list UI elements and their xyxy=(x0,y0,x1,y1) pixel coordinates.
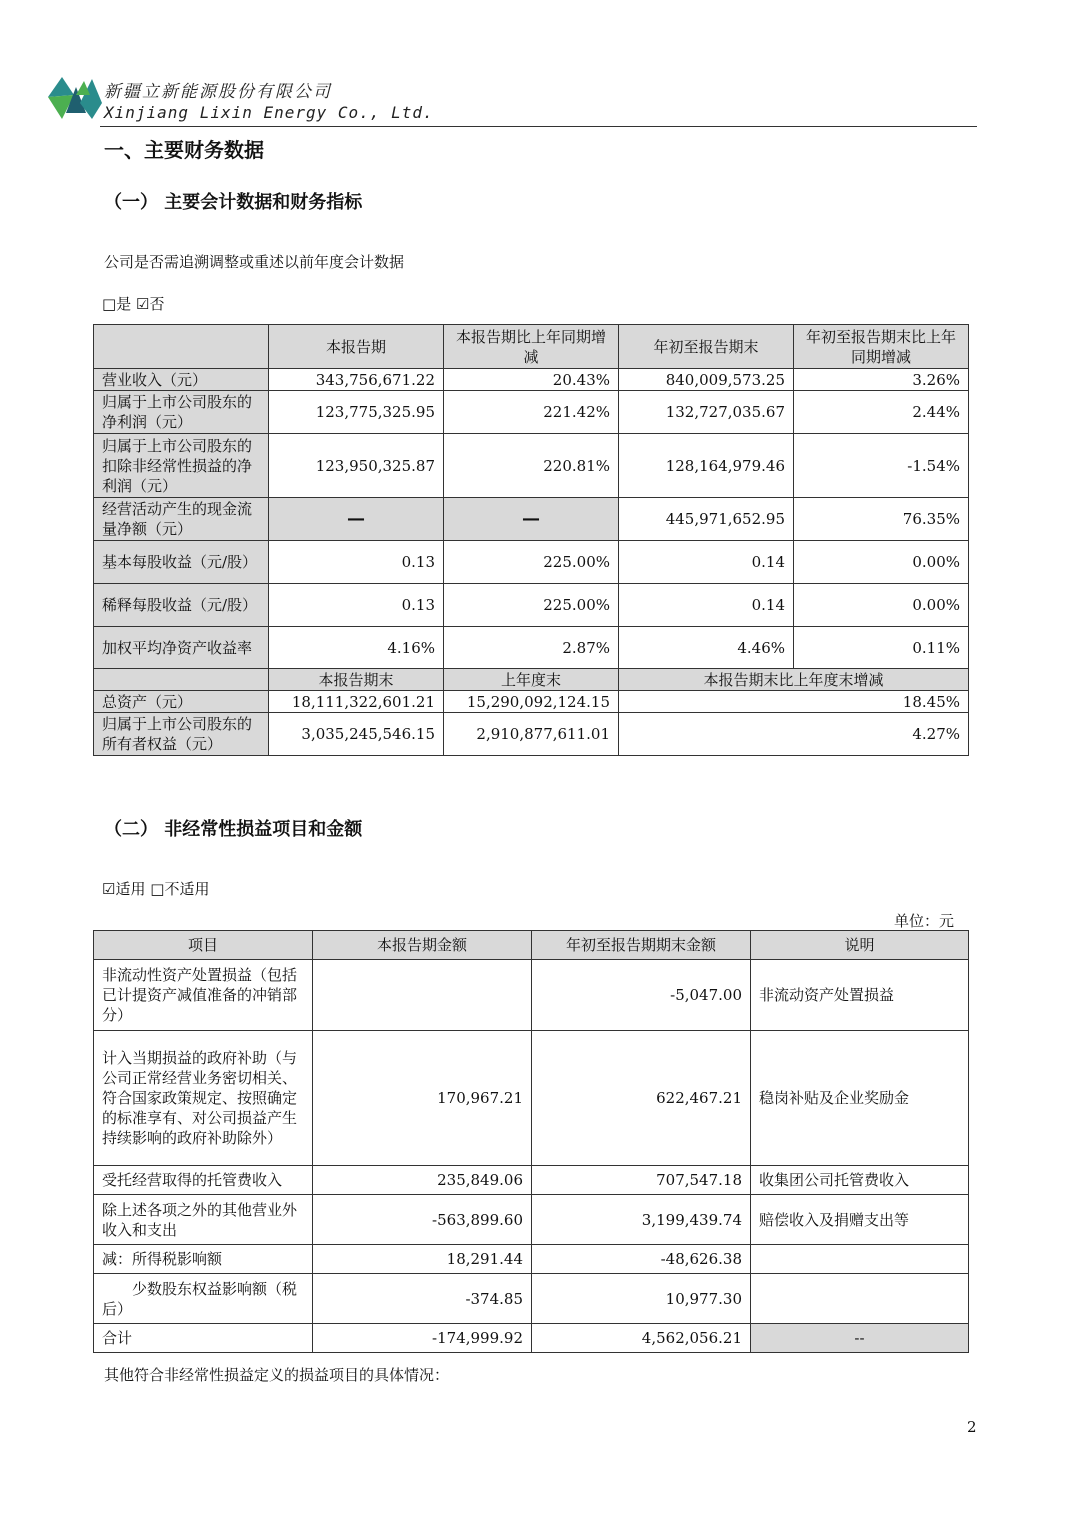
column-header: 本报告期比上年同期增减 xyxy=(444,325,619,369)
sub2-title: （二） 非经常性损益项目和金额 xyxy=(104,819,363,840)
option-not-apply: 不适用 xyxy=(164,880,210,898)
table-row xyxy=(94,627,969,669)
item-label: 少数股东权益影响额（税后） xyxy=(94,1274,313,1324)
apply-options xyxy=(102,878,209,899)
cell-value: 4.46% xyxy=(619,627,794,669)
table-row xyxy=(94,713,969,756)
cell-value: 18,111,322,601.21 xyxy=(269,691,444,713)
restate-question: 公司是否需追溯调整或重述以前年度会计数据 xyxy=(104,253,405,271)
cell-value: -5,047.00 xyxy=(532,960,751,1031)
table-row xyxy=(94,391,969,434)
cell-value: 170,967.21 xyxy=(313,1031,532,1166)
table-row xyxy=(94,960,969,1031)
cell-value: 76.35% xyxy=(794,498,969,541)
column-header: 年初至报告期末 xyxy=(619,325,794,369)
table-row xyxy=(94,1031,969,1166)
cell-value: 2,910,877,611.01 xyxy=(444,713,619,756)
unchecked-box-icon: □ xyxy=(150,880,165,898)
table-total-row xyxy=(94,1324,969,1353)
column-header: 上年度末 xyxy=(444,669,619,691)
item-note xyxy=(751,1245,969,1274)
cell-value: 622,467.21 xyxy=(532,1031,751,1166)
table-header-row xyxy=(94,325,969,369)
item-note xyxy=(751,1274,969,1324)
company-logo xyxy=(46,73,102,123)
row-label: 归属于上市公司股东的扣除非经常性损益的净利润（元） xyxy=(94,434,269,498)
cell-value: — xyxy=(269,498,444,541)
cell-value: 0.14 xyxy=(619,541,794,584)
table-row xyxy=(94,691,969,713)
total-label: 合计 xyxy=(94,1324,313,1353)
cell-value: 4.27% xyxy=(619,713,969,756)
table-row xyxy=(94,1166,969,1195)
header-empty-cell xyxy=(94,669,269,691)
cell-value: 235,849.06 xyxy=(313,1166,532,1195)
cell-value: -374.85 xyxy=(313,1274,532,1324)
item-label: 非流动性资产处置损益（包括已计提资产减值准备的冲销部分） xyxy=(94,960,313,1031)
cell-value: 132,727,035.67 xyxy=(619,391,794,434)
cell-value: 225.00% xyxy=(444,584,619,627)
non-recurring-items-table xyxy=(93,930,969,1353)
restate-options xyxy=(102,293,164,314)
checked-box-icon: ☑ xyxy=(135,295,150,313)
cell-value: 0.13 xyxy=(269,541,444,584)
cell-value: 3.26% xyxy=(794,369,969,391)
cell-value: 4.16% xyxy=(269,627,444,669)
cell-value: 707,547.18 xyxy=(532,1166,751,1195)
item-label: 减：所得税影响额 xyxy=(94,1245,313,1274)
cell-value: 221.42% xyxy=(444,391,619,434)
cell-value: 18.45% xyxy=(619,691,969,713)
item-label: 计入当期损益的政府补助（与公司正常经营业务密切相关、符合国家政策规定、按照确定的标准享有、对公司损益产生持续影响的政府补助除外） xyxy=(94,1031,313,1166)
cell-value: 2.44% xyxy=(794,391,969,434)
cell-value: 3,035,245,546.15 xyxy=(269,713,444,756)
cell-value: 0.00% xyxy=(794,541,969,584)
column-header: 年初至报告期末比上年同期增减 xyxy=(794,325,969,369)
unchecked-box-icon: □ xyxy=(102,295,117,313)
table-row xyxy=(94,541,969,584)
item-note: 赔偿收入及捐赠支出等 xyxy=(751,1195,969,1245)
table-row xyxy=(94,1245,969,1274)
row-label: 总资产（元） xyxy=(94,691,269,713)
cell-value: — xyxy=(444,498,619,541)
table-row xyxy=(94,1274,969,1324)
table-row xyxy=(94,1195,969,1245)
cell-value xyxy=(313,960,532,1031)
row-label: 归属于上市公司股东的净利润（元） xyxy=(94,391,269,434)
cell-value: 123,950,325.87 xyxy=(269,434,444,498)
cell-value: 123,775,325.95 xyxy=(269,391,444,434)
column-header: 本报告期金额 xyxy=(313,931,532,960)
column-header: 本报告期末 xyxy=(269,669,444,691)
cell-value: 0.13 xyxy=(269,584,444,627)
item-label: 受托经营取得的托管费收入 xyxy=(94,1166,313,1195)
page-number: 2 xyxy=(967,1418,977,1436)
cell-value: 840,009,573.25 xyxy=(619,369,794,391)
item-label: 除上述各项之外的其他营业外收入和支出 xyxy=(94,1195,313,1245)
cell-value: 445,971,652.95 xyxy=(619,498,794,541)
row-label: 基本每股收益（元/股） xyxy=(94,541,269,584)
row-label: 经营活动产生的现金流量净额（元） xyxy=(94,498,269,541)
item-note: 收集团公司托管费收入 xyxy=(751,1166,969,1195)
row-label: 归属于上市公司股东的所有者权益（元） xyxy=(94,713,269,756)
cell-value: 0.14 xyxy=(619,584,794,627)
unit-label: 单位：元 xyxy=(894,912,955,930)
section-title: 一、主要财务数据 xyxy=(104,138,264,162)
cell-value: -1.54% xyxy=(794,434,969,498)
footer-text: 其他符合非经常性损益定义的损益项目的具体情况： xyxy=(104,1366,450,1384)
financial-data-table xyxy=(93,324,969,756)
total-value: 4,562,056.21 xyxy=(532,1324,751,1353)
column-header: 本报告期 xyxy=(269,325,444,369)
table-row xyxy=(94,369,969,391)
column-header: 项目 xyxy=(94,931,313,960)
option-apply: 适用 xyxy=(115,880,146,898)
row-label: 加权平均净资产收益率 xyxy=(94,627,269,669)
header-empty-cell xyxy=(94,325,269,369)
cell-value: 18,291.44 xyxy=(313,1245,532,1274)
cell-value: -563,899.60 xyxy=(313,1195,532,1245)
company-name-en: Xinjiang Lixin Energy Co., Ltd. xyxy=(104,103,434,122)
column-header: 本报告期末比上年度末增减 xyxy=(619,669,969,691)
table-row xyxy=(94,434,969,498)
header-divider xyxy=(100,126,977,127)
row-label: 稀释每股收益（元/股） xyxy=(94,584,269,627)
total-note: -- xyxy=(751,1324,969,1353)
cell-value: 3,199,439.74 xyxy=(532,1195,751,1245)
cell-value: -48,626.38 xyxy=(532,1245,751,1274)
cell-value: 20.43% xyxy=(444,369,619,391)
cell-value: 10,977.30 xyxy=(532,1274,751,1324)
table-header-row-2 xyxy=(94,669,969,691)
cell-value: 343,756,671.22 xyxy=(269,369,444,391)
total-value: -174,999.92 xyxy=(313,1324,532,1353)
option-yes: 是 xyxy=(116,295,132,313)
item-note: 稳岗补贴及企业奖励金 xyxy=(751,1031,969,1166)
table-row xyxy=(94,584,969,627)
table-header-row xyxy=(94,931,969,960)
table-row xyxy=(94,498,969,541)
cell-value: 0.00% xyxy=(794,584,969,627)
cell-value: 128,164,979.46 xyxy=(619,434,794,498)
column-header: 年初至报告期期末金额 xyxy=(532,931,751,960)
cell-value: 2.87% xyxy=(444,627,619,669)
checked-box-icon: ☑ xyxy=(102,880,116,898)
cell-value: 15,290,092,124.15 xyxy=(444,691,619,713)
cell-value: 220.81% xyxy=(444,434,619,498)
company-name-cn: 新疆立新能源股份有限公司 xyxy=(104,82,332,102)
sub1-title: （一） 主要会计数据和财务指标 xyxy=(104,192,363,213)
cell-value: 225.00% xyxy=(444,541,619,584)
column-header: 说明 xyxy=(751,931,969,960)
option-no: 否 xyxy=(149,295,165,313)
row-label: 营业收入（元） xyxy=(94,369,269,391)
cell-value: 0.11% xyxy=(794,627,969,669)
item-note: 非流动资产处置损益 xyxy=(751,960,969,1031)
